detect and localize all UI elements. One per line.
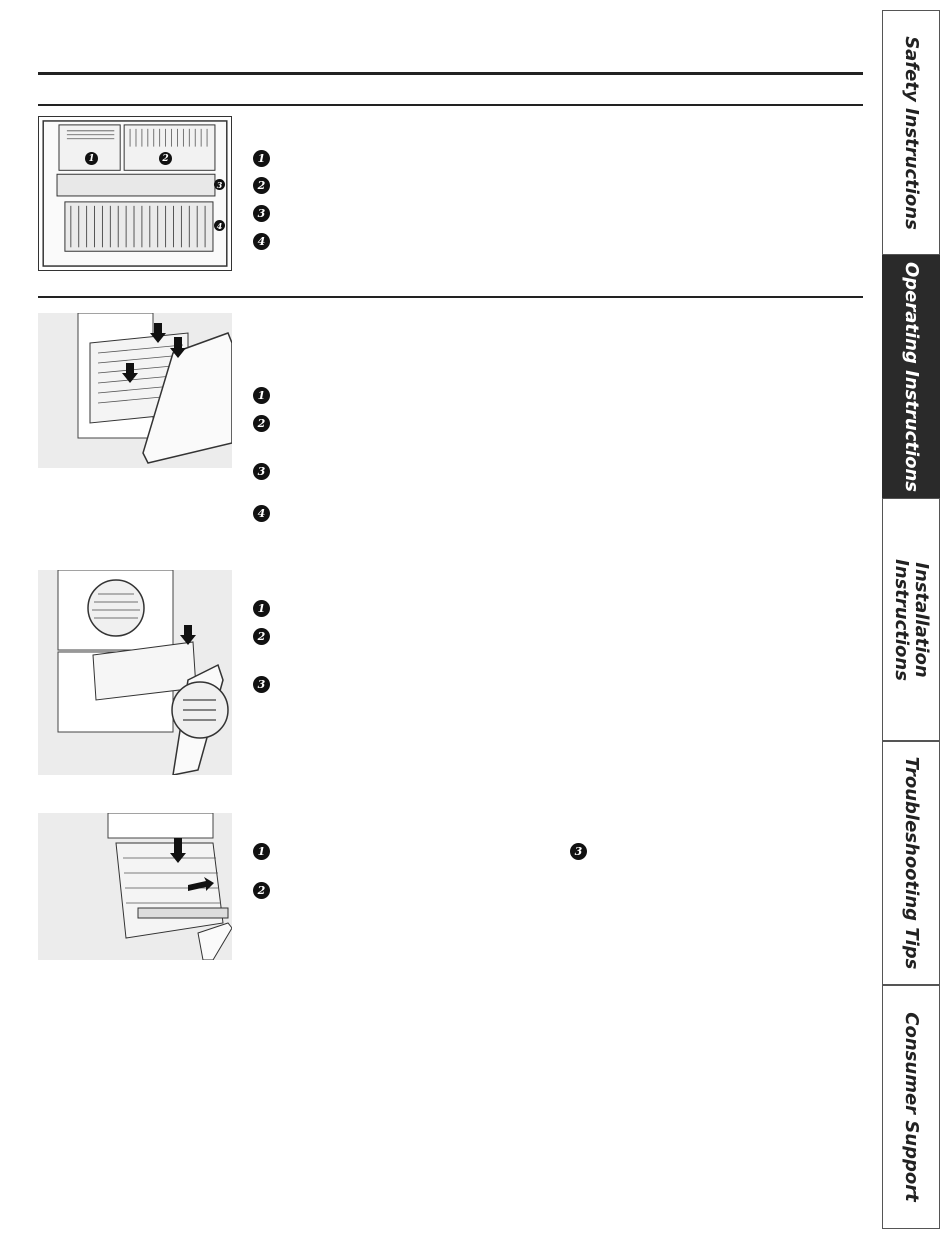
tab-troubleshooting-tips[interactable] <box>882 741 940 985</box>
tab-label: Operating Instructions <box>901 261 922 492</box>
tab-label: Troubleshooting Tips <box>901 756 922 970</box>
top-rule <box>38 72 863 75</box>
step-marker-3: 3 <box>253 205 270 222</box>
freezer-interior-figure <box>38 116 232 271</box>
step-marker-2: 2 <box>253 415 270 432</box>
tab-label: Installation Instructions <box>891 558 932 681</box>
tab-operating-instructions[interactable] <box>882 255 940 498</box>
figure-marker-4: 4 <box>214 220 225 231</box>
step-marker-2: 2 <box>253 882 270 899</box>
tab-label: Safety Instructions <box>901 35 922 230</box>
section-rule-2 <box>38 296 863 298</box>
step-marker-3: 3 <box>253 676 270 693</box>
step-marker-3: 3 <box>570 843 587 860</box>
tab-safety-instructions[interactable] <box>882 10 940 255</box>
drawer-removal-illustration <box>38 313 232 468</box>
figure-marker-1: 1 <box>85 152 98 165</box>
step-marker-3: 3 <box>253 463 270 480</box>
freezer-interior-illustration <box>39 117 231 270</box>
figure-marker-3: 3 <box>214 179 225 190</box>
figure-marker-2: 2 <box>159 152 172 165</box>
step-marker-4: 4 <box>253 233 270 250</box>
tab-consumer-support[interactable] <box>882 985 940 1229</box>
basket-removal-figure <box>38 570 232 775</box>
section-rule-1 <box>38 104 863 106</box>
step-marker-1: 1 <box>253 843 270 860</box>
drawer-rail-illustration <box>38 813 232 960</box>
step-marker-1: 1 <box>253 150 270 167</box>
step-marker-1: 1 <box>253 387 270 404</box>
tab-label: Consumer Support <box>901 1012 922 1202</box>
step-marker-2: 2 <box>253 628 270 645</box>
tab-installation-instructions[interactable] <box>882 498 940 741</box>
drawer-removal-figure <box>38 313 232 468</box>
step-marker-1: 1 <box>253 600 270 617</box>
step-marker-2: 2 <box>253 177 270 194</box>
step-marker-4: 4 <box>253 505 270 522</box>
basket-removal-illustration <box>38 570 232 775</box>
drawer-rail-figure <box>38 813 232 960</box>
